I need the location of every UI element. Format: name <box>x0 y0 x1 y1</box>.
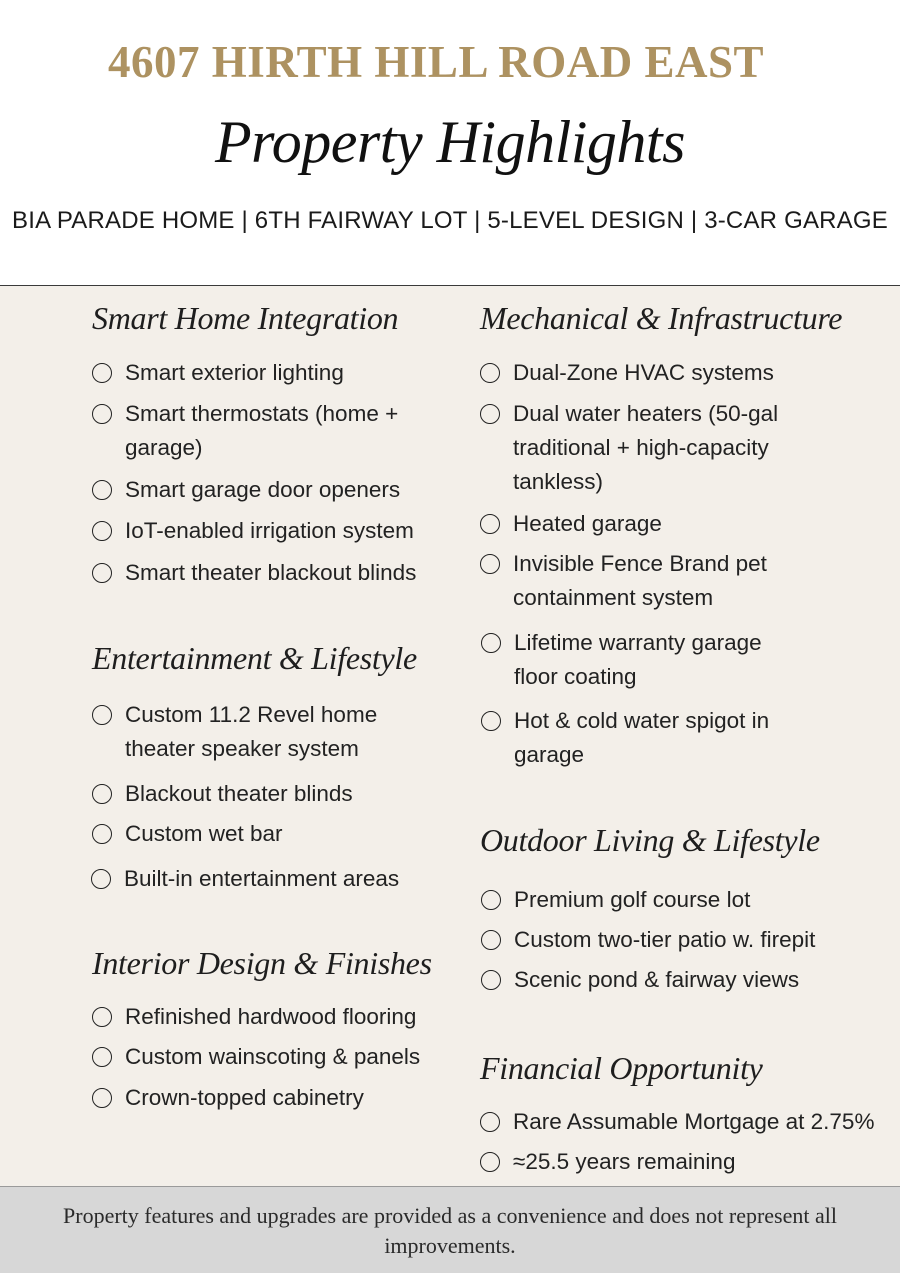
list-item: Built-in entertainment areas <box>91 862 451 896</box>
list-item: Custom two-tier patio w. firepit <box>481 923 861 957</box>
section-title-mechanical: Mechanical & Infrastructure <box>480 300 843 336</box>
circle-bullet-icon <box>92 563 112 583</box>
list-item: Smart thermostats (home + garage) <box>92 397 422 465</box>
list-item: Refinished hardwood flooring <box>92 1000 452 1034</box>
circle-bullet-icon <box>92 363 112 383</box>
circle-bullet-icon <box>481 890 501 910</box>
circle-bullet-icon <box>481 711 501 731</box>
circle-bullet-icon <box>481 970 501 990</box>
list-item: Premium golf course lot <box>481 883 861 917</box>
list-item: Smart exterior lighting <box>92 356 442 390</box>
section-title-interior: Interior Design & Finishes <box>92 945 432 981</box>
circle-bullet-icon <box>92 480 112 500</box>
list-item: Custom 11.2 Revel home theater speaker system <box>92 698 422 766</box>
circle-bullet-icon <box>480 514 500 534</box>
section-title-entertainment: Entertainment & Lifestyle <box>92 640 417 676</box>
circle-bullet-icon <box>92 824 112 844</box>
footer <box>0 1186 900 1273</box>
circle-bullet-icon <box>91 869 111 889</box>
highlights-panel <box>0 286 900 1186</box>
disclaimer-text: Property features and upgrades are provided as a convenience and does not represent all improvements. <box>63 1203 837 1258</box>
page-title: Property Highlights <box>215 109 685 175</box>
circle-bullet-icon <box>92 1088 112 1108</box>
circle-bullet-icon <box>92 784 112 804</box>
circle-bullet-icon <box>480 554 500 574</box>
list-item: Lifetime warranty garage floor coating <box>481 626 801 694</box>
circle-bullet-icon <box>92 404 112 424</box>
list-item: Scenic pond & fairway views <box>481 963 861 997</box>
list-item: Invisible Fence Brand pet containment system <box>480 547 800 615</box>
list-item: IoT-enabled irrigation system <box>92 514 452 548</box>
circle-bullet-icon <box>480 363 500 383</box>
property-address: 4607 HIRTH HILL ROAD EAST <box>107 37 765 87</box>
list-item: ≈25.5 years remaining <box>480 1145 880 1179</box>
list-item: Custom wet bar <box>92 817 442 851</box>
list-item: Smart garage door openers <box>92 473 442 507</box>
circle-bullet-icon <box>481 633 501 653</box>
circle-bullet-icon <box>480 1152 500 1172</box>
circle-bullet-icon <box>481 930 501 950</box>
circle-bullet-icon <box>480 404 500 424</box>
list-item: Heated garage <box>480 507 840 541</box>
section-title-smart-home: Smart Home Integration <box>92 300 399 336</box>
list-item: Smart theater blackout blinds <box>92 556 452 590</box>
list-item: Dual water heaters (50-gal traditional + high-capacity tankless) <box>480 397 815 499</box>
list-item: Blackout theater blinds <box>92 777 442 811</box>
list-item: Crown-topped cabinetry <box>92 1081 452 1115</box>
circle-bullet-icon <box>92 705 112 725</box>
section-title-outdoor: Outdoor Living & Lifestyle <box>480 822 820 858</box>
header <box>0 0 900 286</box>
circle-bullet-icon <box>92 1047 112 1067</box>
circle-bullet-icon <box>92 1007 112 1027</box>
list-item: Dual-Zone HVAC systems <box>480 356 840 390</box>
list-item: Custom wainscoting & panels <box>92 1040 452 1074</box>
property-tagline: BIA PARADE HOME | 6TH FAIRWAY LOT | 5-LEVEL DESIGN | 3-CAR GARAGE <box>12 207 888 234</box>
list-item: Rare Assumable Mortgage at 2.75% <box>480 1105 890 1139</box>
list-item: Hot & cold water spigot in garage <box>481 704 801 772</box>
circle-bullet-icon <box>92 521 112 541</box>
circle-bullet-icon <box>480 1112 500 1132</box>
section-title-financial: Financial Opportunity <box>480 1050 763 1086</box>
